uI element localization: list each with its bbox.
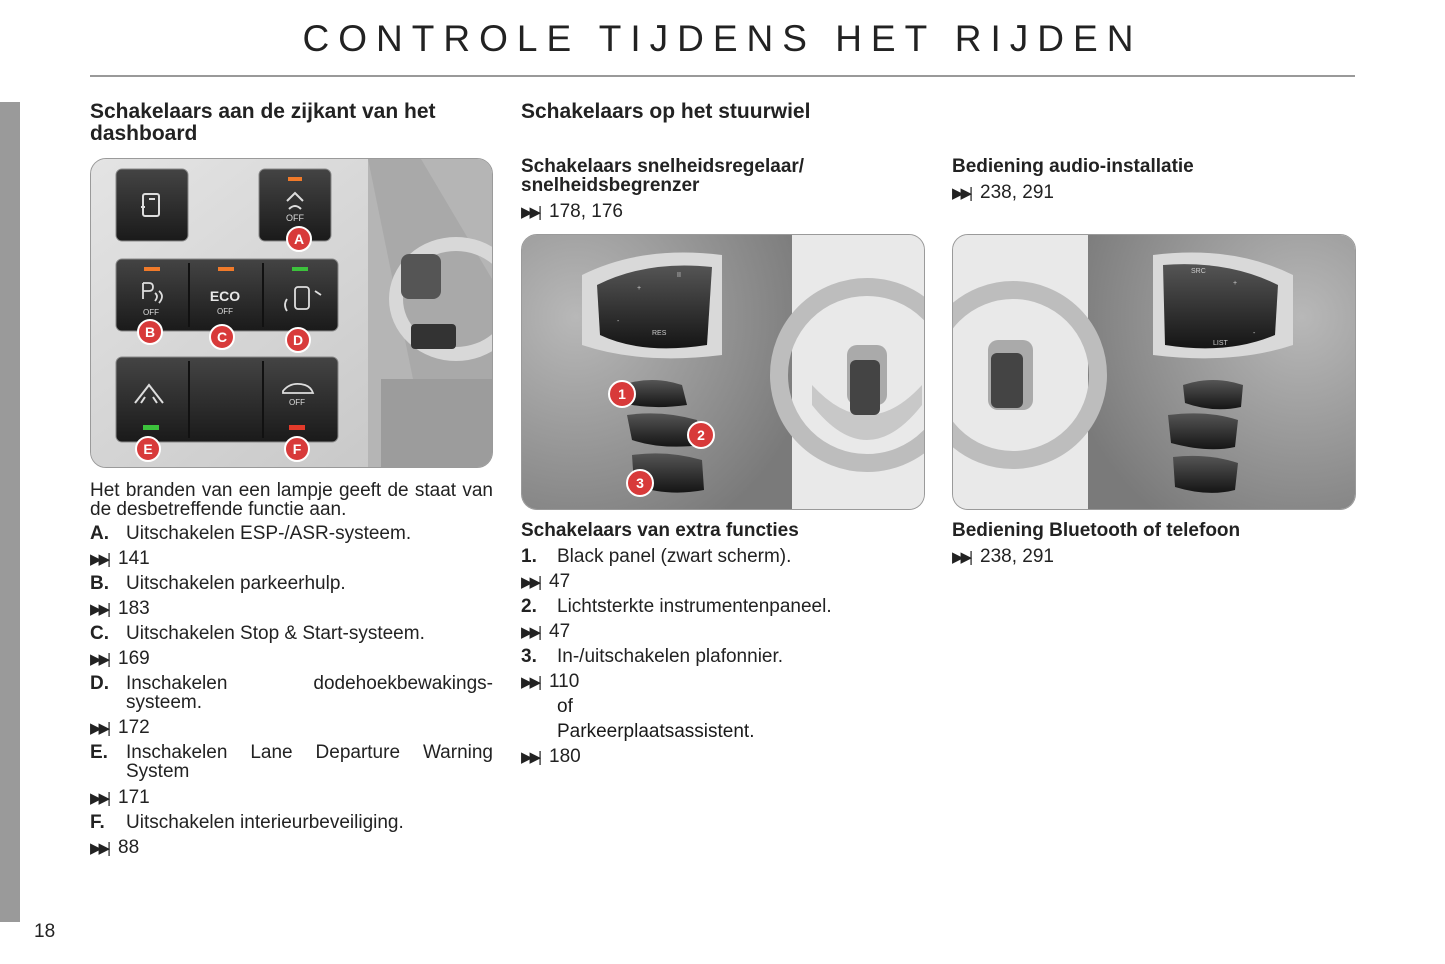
extra-functions-heading: Schakelaars van extra functies xyxy=(521,520,799,541)
dashboard-switches-image xyxy=(90,158,493,468)
page-title: CONTROLE TIJDENS HET RIJDEN xyxy=(302,18,1143,59)
svg-text:RES: RES xyxy=(652,330,667,337)
badge-1-label: 1 xyxy=(618,386,626,402)
extra-item-2: 2. Lichtsterkte instrumentenpaneel. xyxy=(521,596,832,617)
fast-forward-icon: ▶▶| xyxy=(521,674,539,691)
ref-b: ▶▶| 183 xyxy=(90,598,150,619)
fast-forward-icon: ▶▶| xyxy=(90,551,108,568)
page-number: 18 xyxy=(34,921,56,942)
ref-a: ▶▶| 141 xyxy=(90,548,150,569)
fast-forward-icon: ▶▶| xyxy=(521,749,539,766)
bluetooth-heading: Bediening Bluetooth of telefoon xyxy=(952,520,1241,541)
fast-forward-icon: ▶▶| xyxy=(521,574,539,591)
audio-ref: ▶▶| 238, 291 xyxy=(952,182,1054,203)
esp-off-label: OFF xyxy=(286,213,304,223)
fast-forward-icon: ▶▶| xyxy=(90,651,108,668)
badge-3-label: 3 xyxy=(636,475,644,491)
list-item-d: D. Inschakelen dodehoekbewakings- systeem. xyxy=(90,673,493,713)
eco-label: ECO xyxy=(209,288,241,304)
extra-item-3: 3. In-/uitschakelen plafonnier. xyxy=(521,646,784,667)
fast-forward-icon: ▶▶| xyxy=(90,601,108,618)
section-tab-bar xyxy=(0,102,20,922)
badge-c-label: C xyxy=(216,329,228,345)
eco-off-label: OFF xyxy=(217,307,233,316)
badge-d-label: D xyxy=(292,332,304,348)
svg-text:II: II xyxy=(677,272,681,279)
cruise-ref: ▶▶| 178, 176 xyxy=(521,201,623,222)
list-item-c: C. Uitschakelen Stop & Start-systeem. xyxy=(90,623,425,644)
fast-forward-icon: ▶▶| xyxy=(952,549,970,566)
svg-text:-: - xyxy=(617,318,620,325)
bluetooth-ref: ▶▶| 238, 291 xyxy=(952,546,1054,567)
fast-forward-icon: ▶▶| xyxy=(521,624,539,641)
extra-ref-1: ▶▶| 47 xyxy=(521,571,571,592)
list-item-a: A. Uitschakelen ESP-/ASR-systeem. xyxy=(90,523,412,544)
badge-f-label: F xyxy=(292,441,302,457)
title-divider xyxy=(90,75,1355,77)
alarm-off-label: OFF xyxy=(289,398,305,407)
list-item-e: E. Inschakelen Lane Departure Warning System xyxy=(90,742,493,782)
fast-forward-icon: ▶▶| xyxy=(90,840,108,857)
cruise-heading: Schakelaars snelheidsregelaar/ snelheidsbegrenzer xyxy=(521,156,805,196)
svg-text:+: + xyxy=(1233,280,1238,287)
badge-2-label: 2 xyxy=(697,427,705,443)
ref-f: ▶▶| 88 xyxy=(90,837,140,858)
svg-text:+: + xyxy=(637,285,642,292)
ref-c: ▶▶| 169 xyxy=(90,648,150,669)
ref-e: ▶▶| 171 xyxy=(90,787,150,808)
fast-forward-icon: ▶▶| xyxy=(521,204,539,221)
ref-d: ▶▶| 172 xyxy=(90,717,150,738)
extra-item-1: 1. Black panel (zwart scherm). xyxy=(521,546,792,567)
svg-text:SRC: SRC xyxy=(1191,268,1206,275)
parking-off-label: OFF xyxy=(143,308,159,317)
extra-ref-2: ▶▶| 47 xyxy=(521,621,571,642)
list-item-b: B. Uitschakelen parkeerhulp. xyxy=(90,573,346,594)
dashboard-switches-heading: Schakelaars aan de zijkant van het dashboard xyxy=(90,100,436,145)
intro-paragraph: Het branden van een lampje geeft de staat van de desbetreffende functie aan. xyxy=(90,480,493,520)
badge-b-label: B xyxy=(144,324,156,340)
extra-ref-3b: ▶▶| 180 xyxy=(521,746,581,767)
badge-a-label: A xyxy=(293,231,305,247)
extra-ref-3: ▶▶| 110 xyxy=(521,671,580,692)
steering-left-switches-image xyxy=(521,234,925,510)
svg-text:LIST: LIST xyxy=(1213,340,1228,347)
list-item-f: F. Uitschakelen interieurbeveiliging. xyxy=(90,812,404,833)
extra-item-3b: Parkeerplaatsassistent. xyxy=(557,721,755,742)
fast-forward-icon: ▶▶| xyxy=(90,790,108,807)
extra-or: of xyxy=(557,696,573,717)
fast-forward-icon: ▶▶| xyxy=(952,185,970,202)
steering-switches-heading: Schakelaars op het stuurwiel xyxy=(521,100,811,123)
audio-heading: Bediening audio-installatie xyxy=(952,156,1194,177)
steering-right-switches-image xyxy=(952,234,1356,510)
badge-e-label: E xyxy=(143,441,153,457)
svg-text:-: - xyxy=(1253,330,1256,337)
fast-forward-icon: ▶▶| xyxy=(90,720,108,737)
